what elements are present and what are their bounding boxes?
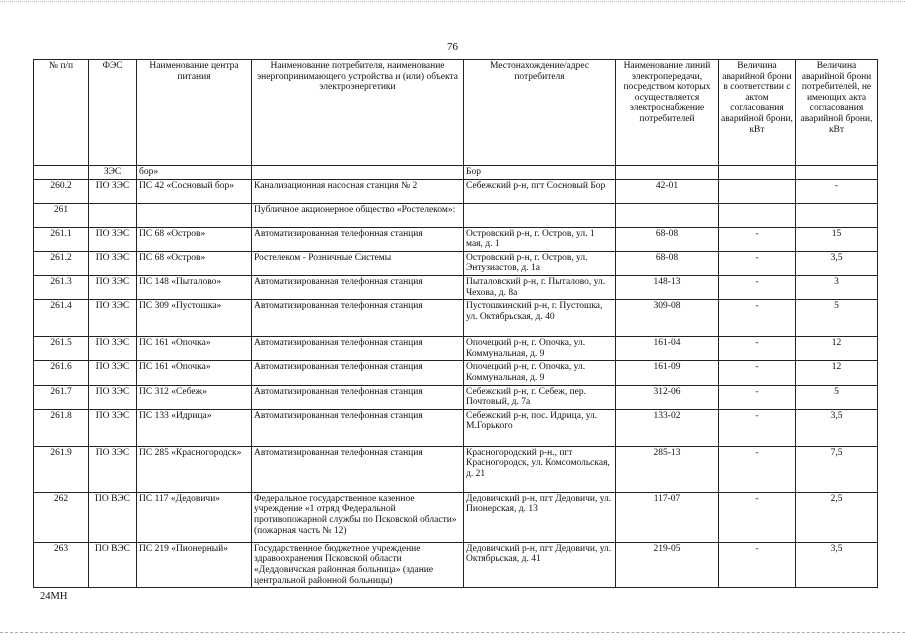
cell-power-center: бор» [137,166,252,180]
cell-power-center: ПС 309 «Пустошка» [137,300,252,337]
cell-address: Бор [464,166,616,180]
cell-reserve-act: - [719,300,796,337]
cell-reserve-act: - [719,227,796,251]
table-row [34,361,878,385]
cell-row-number: 261.3 [34,275,89,299]
cell-reserve-act: - [719,409,796,446]
cell-fes: ПО ВЭС [89,492,137,542]
cell-reserve-no-act: 12 [796,361,878,385]
cell-address: Дедовичский р-н, пгт Дедовичи, ул. Пионерская, д. 13 [464,492,616,542]
cell-consumer: Автоматизированная телефонная станция [252,300,464,337]
cell-line [616,166,719,180]
cell-row-number: 261.8 [34,409,89,446]
cell-line: 68-08 [616,251,719,275]
cell-consumer: Автоматизированная телефонная станция [252,385,464,409]
cell-address: Дедовичский р-н, пгт Дедовичи, ул. Октябрьская, д. 41 [464,542,616,587]
table-row [34,492,878,542]
cell-row-number: 261 [34,203,89,227]
cell-power-center: ПС 161 «Опочка» [137,337,252,361]
cell-fes: ПО ЗЭС [89,300,137,337]
table-row [34,409,878,446]
cell-consumer: Автоматизированная телефонная станция [252,446,464,492]
table-row [34,203,878,227]
table-row [34,275,878,299]
cell-reserve-no-act: 3,5 [796,251,878,275]
header-number: № п/п [34,60,89,166]
cell-reserve-no-act: 3,5 [796,409,878,446]
table-header-row [34,60,878,166]
cell-reserve-act: - [719,542,796,587]
cell-reserve-no-act: 5 [796,300,878,337]
reserve-table [33,59,878,588]
cell-power-center: ПС 42 «Сосновый бор» [137,179,252,203]
cell-power-center: ПС 285 «Красногородск» [137,446,252,492]
header-lines: Наименование линий электропередачи, посредством которых осуществляется электроснабжение потребителей [616,60,719,166]
cell-reserve-no-act: 3,5 [796,542,878,587]
header-fes: ФЭС [89,60,137,166]
cell-reserve-no-act: 12 [796,337,878,361]
cell-fes: ПО ЗЭС [89,227,137,251]
table-row [34,300,878,337]
cell-row-number: 261.5 [34,337,89,361]
cell-reserve-no-act [796,203,878,227]
cell-power-center: ПС 161 «Опочка» [137,361,252,385]
cell-reserve-no-act: 2,5 [796,492,878,542]
cell-address: Островский р-н, г. Остров, ул. Энтузиастов, д. 1а [464,251,616,275]
cell-fes: ПО ЗЭС [89,337,137,361]
cell-consumer: Автоматизированная телефонная станция [252,275,464,299]
cell-row-number: 260.2 [34,179,89,203]
cell-fes: ПО ЗЭС [89,361,137,385]
cell-row-number: 261.9 [34,446,89,492]
cell-reserve-no-act: - [796,179,878,203]
cell-address: Опочецкий р-н, г. Опочка, ул. Коммунальная, д. 9 [464,361,616,385]
cell-address: Пустошкинский р-н, г. Пустошка, ул. Октябрьская, д. 40 [464,300,616,337]
cell-power-center: ПС 117 «Дедовичи» [137,492,252,542]
table-row [34,337,878,361]
table-row [34,227,878,251]
header-consumer: Наименование потребителя, наименование энергопринимающего устройства и (или) объекта электроэнергетики [252,60,464,166]
cell-consumer: Автоматизированная телефонная станция [252,361,464,385]
cell-reserve-act: - [719,361,796,385]
cell-line [616,203,719,227]
cell-reserve-act: - [719,385,796,409]
cell-power-center: ПС 68 «Остров» [137,227,252,251]
table-row [34,446,878,492]
cell-address: Себежский р-н, пос. Идрица, ул. М.Горького [464,409,616,446]
table-row [34,179,878,203]
cell-line: 148-13 [616,275,719,299]
cell-line: 68-08 [616,227,719,251]
cell-address: Островский р-н, г. Остров, ул. 1 мая, д. 1 [464,227,616,251]
table-row [34,166,878,180]
cell-line: 133-02 [616,409,719,446]
table-row [34,251,878,275]
cell-reserve-act: - [719,337,796,361]
cell-line: 285-13 [616,446,719,492]
cell-address: Красногородский р-н., пгт Красногородск, ул. Комсомольская, д. 21 [464,446,616,492]
cell-reserve-act [719,203,796,227]
cell-reserve-no-act [796,166,878,180]
header-address: Местонахождение/адрес потребителя [464,60,616,166]
table-row [34,385,878,409]
cell-consumer: Публичное акционерное общество «Ростелеком»: [252,203,464,227]
cell-fes: ПО ЗЭС [89,385,137,409]
cell-power-center: ПС 133 «Идрица» [137,409,252,446]
cell-power-center: ПС 68 «Остров» [137,251,252,275]
cell-consumer: Автоматизированная телефонная станция [252,227,464,251]
cell-reserve-no-act: 7,5 [796,446,878,492]
cell-consumer: Ростелеком - Розничные Системы [252,251,464,275]
cell-address: Себежский р-н, г. Себеж, пер. Почтовый, д. 7а [464,385,616,409]
cell-fes [89,203,137,227]
cell-line: 161-09 [616,361,719,385]
scan-edge-top [0,1,905,3]
cell-fes: ПО ЗЭС [89,179,137,203]
cell-fes: ПО ВЭС [89,542,137,587]
header-power-center: Наименование центра питания [137,60,252,166]
cell-address: Себежский р-н, пгт Сосновый Бор [464,179,616,203]
cell-fes: ПО ЗЭС [89,446,137,492]
cell-consumer: Автоматизированная телефонная станция [252,337,464,361]
cell-row-number: 261.1 [34,227,89,251]
header-reserve-act: Величина аварийной брони в соответствии с актом согласования аварийной брони, кВт [719,60,796,166]
cell-row-number: 262 [34,492,89,542]
cell-consumer: Государственное бюджетное учреждение здравоохранения Псковской области «Деддовичская районная больница» (здание центральной районной больницы) [252,542,464,587]
cell-reserve-act: - [719,446,796,492]
cell-address: Опочецкий р-н, г. Опочка, ул. Коммунальная, д. 9 [464,337,616,361]
cell-fes: ПО ЗЭС [89,409,137,446]
header-reserve-no-act: Величина аварийной брони потребителей, не имеющих акта согласования аварийной брони, кВт [796,60,878,166]
cell-line: 117-07 [616,492,719,542]
cell-row-number: 263 [34,542,89,587]
cell-power-center: ПС 219 «Пионерный» [137,542,252,587]
cell-consumer: Канализационная насосная станция № 2 [252,179,464,203]
cell-consumer: Федеральное государственное казенное учреждение «1 отряд Федеральной противопожарной службы по Псковской области» (пожарная часть № 12) [252,492,464,542]
cell-reserve-act [719,166,796,180]
cell-power-center [137,203,252,227]
footer-code: 24МН [40,591,68,602]
cell-row-number: 261.2 [34,251,89,275]
scan-edge-bottom [0,632,905,634]
cell-line: 161-04 [616,337,719,361]
cell-fes: ПО ЗЭС [89,275,137,299]
cell-row-number: 261.4 [34,300,89,337]
cell-row-number [34,166,89,180]
cell-reserve-act: - [719,275,796,299]
cell-row-number: 261.6 [34,361,89,385]
cell-reserve-act: - [719,492,796,542]
cell-line: 42-01 [616,179,719,203]
cell-line: 309-08 [616,300,719,337]
cell-reserve-act [719,179,796,203]
cell-fes: ПО ЗЭС [89,251,137,275]
table-body [34,166,878,588]
cell-power-center: ПС 148 «Пыталово» [137,275,252,299]
cell-address [464,203,616,227]
table-row [34,542,878,587]
page-number: 76 [447,41,458,53]
cell-line: 312-06 [616,385,719,409]
cell-row-number: 261.7 [34,385,89,409]
cell-fes: ЗЭС [89,166,137,180]
cell-line: 219-05 [616,542,719,587]
cell-power-center: ПС 312 «Себеж» [137,385,252,409]
cell-address: Пыталовский р-н, г. Пыталово, ул. Чехова, д. 8а [464,275,616,299]
cell-reserve-no-act: 5 [796,385,878,409]
cell-reserve-no-act: 3 [796,275,878,299]
cell-reserve-no-act: 15 [796,227,878,251]
cell-consumer: Автоматизированная телефонная станция [252,409,464,446]
cell-consumer [252,166,464,180]
cell-reserve-act: - [719,251,796,275]
